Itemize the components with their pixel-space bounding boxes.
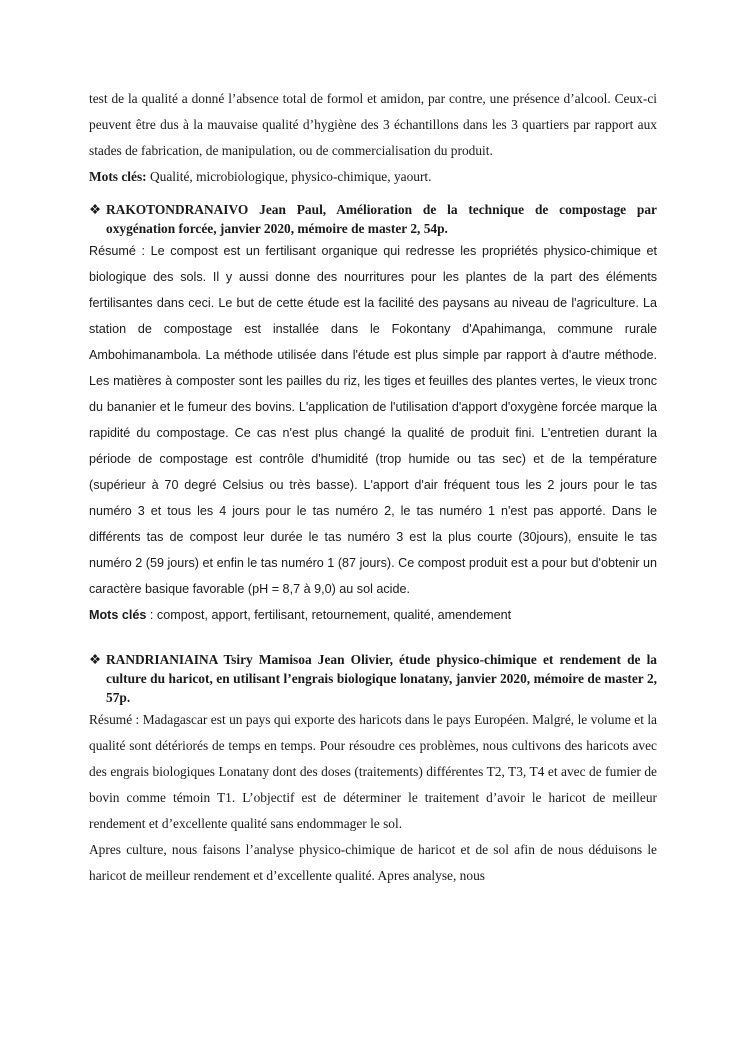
entry-1-heading-text: RAKOTONDRANAIVO Jean Paul, Amélioration de la technique de compostage par oxygénation forcée, janvier 2020, mémoire de master 2, 54p. — [106, 202, 657, 236]
entry-1-keywords-text: : compost, apport, fertilisant, retournement, qualité, amendement — [146, 608, 512, 622]
diamond-bullet-icon: ❖ — [89, 202, 102, 217]
intro-paragraph: test de la qualité a donné l’absence total de formol et amidon, par contre, une présence d’alcool. Ceux-ci peuvent être dus à la mauvaise qualité d’hygiène des 3 échantillons dans les 3 quartiers par rapport aux stades de fabrication, de manipulation, ou de commercialisation du produit. — [89, 91, 657, 158]
entry-2-abstract: Résumé : Madagascar est un pays qui exporte des haricots dans le pays Européen. Malgré, le volume et la qualité sont détériorés de temps en temps. Pour résoudre ces problèmes, nous cultivons des haricots avec des engrais biologiques Lonatany dont des doses (traitements) différentes T2, T3, T4 et avec de fumier de bovin comme témoin T1. L’objectif est de déterminer le traitement d’avoir le haricot de meilleur rendement et d’excellente qualité sans endommager le sol. — [89, 712, 657, 831]
intro-keywords-text: Qualité, microbiologique, physico-chimique, yaourt. — [146, 169, 432, 184]
entry-1-keywords — [89, 602, 657, 628]
entry-2-heading-text: RANDRIANIAINA Tsiry Mamisoa Jean Olivier, étude physico-chimique et rendement de la culture du haricot, en utilisant l’engrais biologique lonatany, janvier 2020, mémoire de master 2, 57p. — [106, 652, 657, 705]
diamond-bullet-icon: ❖ — [89, 652, 102, 667]
document-page — [89, 86, 657, 889]
intro-keywords — [89, 164, 657, 190]
entry-1-abstract: Résumé : Le compost est un fertilisant organique qui redresse les propriétés physico-chimique et biologique des sols. Il y aussi donne des nourritures pour les plantes de la part des éléments fertilisantes dans ceci. Le but de cette étude est la facilité des paysans au niveau de l'agriculture. La station de compostage est installée dans le Fokontany d'Apahimanga, commune rurale Ambohimanambola. La méthode utilisée dans l'étude est plus simple par rapport à d'autre méthode. Les matières à composter sont les pailles du riz, les tiges et feuilles des plantes vertes, le vieux tronc du bananier et le fumeur des bovins. L'application de l'utilisation d'apport d'oxygène forcée marque la rapidité du compostage. Ce cas n'est plus changé la qualité de produit fini. L'entretien durant la période de compostage est contrôle d'humidité (trop humide ou tas sec) et de la température (supérieur à 70 degré Celsius ou très basse). L'apport d'air fréquent tous les 2 jours pour le tas numéro 3 et tous les 4 jours pour le tas numéro 2, le tas numéro 1 n'est pas apporté. Dans le différents tas de compost leur durée le tas numéro 3 est la plus courte (30jours), ensuite le tas numéro 2 (59 jours) et enfin le tas numéro 1 (87 jours). Ce compost produit est a pour but d'obtenir un caractère basique favorable (pH = 8,7 à 9,0) au sol acide. — [89, 244, 657, 596]
entry-2-heading — [89, 650, 657, 707]
entry-1-heading — [89, 200, 657, 238]
intro-keywords-label: Mots clés: — [89, 169, 147, 184]
entry-1-keywords-label: Mots clés — [89, 608, 147, 622]
entry-2-abstract-continued: Apres culture, nous faisons l’analyse physico-chimique de haricot et de sol afin de nous déduisons le haricot de meilleur rendement et d’excellente qualité. Apres analyse, nous — [89, 842, 657, 883]
